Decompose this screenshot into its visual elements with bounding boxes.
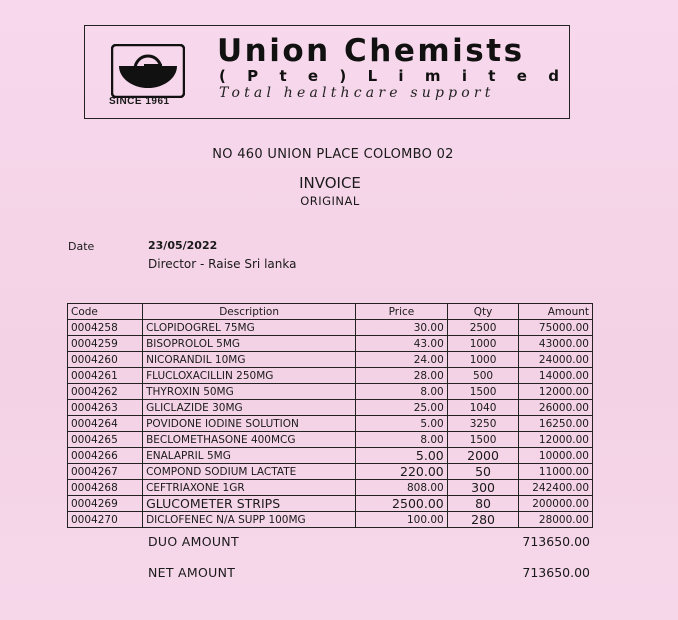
- brand-suffix-letter: t: [279, 67, 287, 85]
- cell-description: NICORANDIL 10MG: [143, 352, 356, 368]
- table-row: [68, 320, 593, 336]
- date-value: 23/05/2022: [148, 239, 218, 252]
- cell-qty: 1040: [447, 400, 519, 416]
- net-amount-label: NET AMOUNT: [148, 565, 236, 580]
- cell-qty: 500: [447, 368, 519, 384]
- brand-name: Union Chemists: [217, 33, 525, 69]
- letterhead: [84, 25, 570, 119]
- cell-amount: 43000.00: [519, 336, 593, 352]
- cell-qty: 280: [447, 512, 519, 528]
- cell-amount: 12000.00: [519, 384, 593, 400]
- cell-description: GLICLAZIDE 30MG: [143, 400, 356, 416]
- cell-description: ENALAPRIL 5MG: [143, 448, 356, 464]
- cell-amount: 26000.00: [519, 400, 593, 416]
- cell-amount: 242400.00: [519, 480, 593, 496]
- cell-description: CEFTRIAXONE 1GR: [143, 480, 356, 496]
- cell-amount: 11000.00: [519, 464, 593, 480]
- cell-amount: 16250.00: [519, 416, 593, 432]
- cell-description: FLUCLOXACILLIN 250MG: [143, 368, 356, 384]
- cell-price: 30.00: [356, 320, 448, 336]
- table-row: [68, 512, 593, 528]
- cell-description: BISOPROLOL 5MG: [143, 336, 356, 352]
- cell-code: 0004259: [68, 336, 143, 352]
- header-amount: Amount: [519, 304, 593, 320]
- cell-code: 0004265: [68, 432, 143, 448]
- cell-qty: 80: [447, 496, 519, 512]
- company-address: [0, 147, 678, 162]
- since-label: SINCE 1961: [109, 96, 170, 107]
- recipient: Director - Raise Sri lanka: [148, 257, 297, 271]
- table-row: [68, 432, 593, 448]
- cell-code: 0004269: [68, 496, 143, 512]
- brand-suffix-letter: d: [548, 67, 559, 85]
- cell-code: 0004263: [68, 400, 143, 416]
- cell-amount: 10000.00: [519, 448, 593, 464]
- brand-suffix-letter: e: [307, 67, 319, 85]
- table-row: [68, 480, 593, 496]
- cell-amount: 24000.00: [519, 352, 593, 368]
- net-amount-value: 713650.00: [522, 565, 590, 580]
- cell-description: THYROXIN 50MG: [143, 384, 356, 400]
- brand-suffix-letter: (: [219, 67, 226, 85]
- table-row: [68, 448, 593, 464]
- table-row: [68, 496, 593, 512]
- table-row: [68, 400, 593, 416]
- tagline: Total healthcare support: [219, 85, 495, 101]
- table-row: [68, 384, 593, 400]
- cell-price: 5.00: [356, 448, 448, 464]
- cell-qty: 2000: [447, 448, 519, 464]
- header-price: Price: [356, 304, 448, 320]
- address-text: NO 460 UNION PLACE COLOMBO 02: [212, 147, 454, 162]
- cell-price: 100.00: [356, 512, 448, 528]
- table-row: [68, 464, 593, 480]
- header-code: Code: [68, 304, 143, 320]
- document-copy-type: ORIGINAL: [300, 194, 360, 208]
- header-qty: Qty: [447, 304, 519, 320]
- duo-amount-label: DUO AMOUNT: [148, 534, 239, 549]
- cell-price: 8.00: [356, 432, 448, 448]
- cell-description: POVIDONE IODINE SOLUTION: [143, 416, 356, 432]
- table-header-row: [68, 304, 593, 320]
- header-description: Description: [143, 304, 356, 320]
- cell-code: 0004270: [68, 512, 143, 528]
- cell-description: CLOPIDOGREL 75MG: [143, 320, 356, 336]
- brand-suffix-letter: i: [398, 67, 404, 85]
- brand-suffix-letter: P: [247, 67, 259, 85]
- cell-description: COMPOND SODIUM LACTATE: [143, 464, 356, 480]
- cell-price: 8.00: [356, 384, 448, 400]
- cell-price: 2500.00: [356, 496, 448, 512]
- brand-suffix-letter: t: [488, 67, 496, 85]
- cell-qty: 300: [447, 480, 519, 496]
- brand-suffix-letter: ): [339, 67, 347, 85]
- cell-price: 220.00: [356, 464, 448, 480]
- cell-qty: 3250: [447, 416, 519, 432]
- cell-price: 28.00: [356, 368, 448, 384]
- cell-code: 0004267: [68, 464, 143, 480]
- cell-qty: 1000: [447, 336, 519, 352]
- cell-code: 0004262: [68, 384, 143, 400]
- cell-amount: 200000.00: [519, 496, 593, 512]
- cell-description: BECLOMETHASONE 400MCG: [143, 432, 356, 448]
- cell-code: 0004261: [68, 368, 143, 384]
- cell-amount: 14000.00: [519, 368, 593, 384]
- brand-suffix-letter: L: [367, 67, 378, 85]
- duo-amount-value: 713650.00: [522, 534, 590, 549]
- cell-qty: 2500: [447, 320, 519, 336]
- cell-qty: 1000: [447, 352, 519, 368]
- table-row: [68, 352, 593, 368]
- table-row: [68, 336, 593, 352]
- cell-amount: 12000.00: [519, 432, 593, 448]
- cell-code: 0004264: [68, 416, 143, 432]
- cell-description: DICLOFENEC N/A SUPP 100MG: [143, 512, 356, 528]
- cell-description: GLUCOMETER STRIPS: [143, 496, 356, 512]
- union-chemists-logo-icon: [111, 44, 185, 98]
- cell-price: 808.00: [356, 480, 448, 496]
- brand-suffix-letter: e: [516, 67, 527, 85]
- cell-code: 0004260: [68, 352, 143, 368]
- cell-price: 5.00: [356, 416, 448, 432]
- table-row: [68, 368, 593, 384]
- cell-price: 24.00: [356, 352, 448, 368]
- cell-amount: 75000.00: [519, 320, 593, 336]
- brand-suffix-letter: i: [461, 67, 467, 85]
- cell-code: 0004258: [68, 320, 143, 336]
- cell-price: 43.00: [356, 336, 448, 352]
- cell-code: 0004268: [68, 480, 143, 496]
- cell-code: 0004266: [68, 448, 143, 464]
- cell-price: 25.00: [356, 400, 448, 416]
- table-row: [68, 416, 593, 432]
- cell-qty: 50: [447, 464, 519, 480]
- date-label: Date: [68, 240, 95, 253]
- invoice-items-table: [67, 303, 593, 528]
- cell-amount: 28000.00: [519, 512, 593, 528]
- cell-qty: 1500: [447, 432, 519, 448]
- brand-suffix-letter: m: [424, 67, 441, 85]
- document-title: INVOICE: [299, 174, 361, 192]
- brand-suffix: [219, 69, 559, 84]
- cell-qty: 1500: [447, 384, 519, 400]
